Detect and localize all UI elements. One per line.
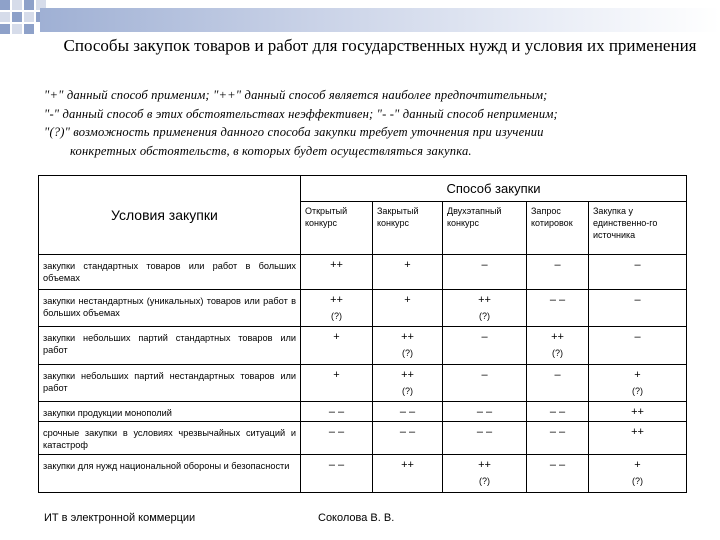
rating-value: ++ xyxy=(551,331,564,343)
rating-cell xyxy=(443,327,527,365)
rating-cell xyxy=(301,290,373,327)
rating-note: (?) xyxy=(402,348,413,358)
footer-author: Соколова В. В. xyxy=(318,512,395,524)
rating-cell xyxy=(589,290,687,327)
rating-cell xyxy=(443,365,527,402)
method-header-cell: Двухэтапный конкурс xyxy=(443,202,527,255)
rating-value: – – xyxy=(549,294,566,306)
rating-note: (?) xyxy=(632,386,644,396)
rating-value: + xyxy=(333,331,340,343)
footer-course: ИТ в электронной коммерции xyxy=(44,512,196,524)
rating-cell xyxy=(301,402,373,422)
method-header-cell: Закупка у единственно-го источника xyxy=(589,202,687,255)
rating-cell xyxy=(527,255,589,290)
rating-value: + xyxy=(333,369,340,381)
table-row xyxy=(39,455,687,493)
rating-cell xyxy=(443,290,527,327)
rating-cell xyxy=(373,422,443,455)
method-header-cell: Закрытый конкурс xyxy=(373,202,443,255)
rating-cell xyxy=(373,402,443,422)
rating-cell xyxy=(589,402,687,422)
condition-label: закупки небольших партий нестандартных товаров или работ xyxy=(39,365,301,402)
rating-value: – xyxy=(481,331,488,343)
method-header-cell: Запрос котировок xyxy=(527,202,589,255)
rating-cell xyxy=(373,365,443,402)
table-row xyxy=(39,290,687,327)
procurement-table xyxy=(38,175,687,493)
rating-cell xyxy=(301,327,373,365)
rating-cell xyxy=(301,255,373,290)
rating-value: – – xyxy=(476,426,493,438)
rating-cell xyxy=(527,327,589,365)
rating-cell xyxy=(373,255,443,290)
rating-value: + xyxy=(404,259,411,271)
rating-value: + xyxy=(634,459,641,471)
rating-value: – – xyxy=(399,406,416,418)
rating-cell xyxy=(443,455,527,493)
table-row xyxy=(39,365,687,402)
page-title: Способы закупок товаров и работ для государственных нужд и условия их применения xyxy=(63,36,697,55)
rating-value: + xyxy=(404,294,411,306)
legend-line: "(?)" возможность применения данного способа закупки требует уточнения при изучении xyxy=(44,125,544,139)
rating-value: – – xyxy=(328,406,345,418)
rating-value: – xyxy=(634,331,641,343)
rating-cell xyxy=(443,422,527,455)
rating-cell xyxy=(373,290,443,327)
rating-value: – xyxy=(634,259,641,271)
rating-cell xyxy=(589,455,687,493)
condition-label: срочные закупки в условиях чрезвычайных ситуаций и катастроф xyxy=(39,422,301,455)
rating-value: ++ xyxy=(330,294,343,306)
condition-label: закупки для нужд национальной обороны и безопасности xyxy=(39,455,301,493)
rating-value: – xyxy=(554,259,561,271)
rating-value: – – xyxy=(549,426,566,438)
rating-cell xyxy=(373,455,443,493)
rating-note: (?) xyxy=(479,476,490,486)
condition-label: закупки продукции монополий xyxy=(39,402,301,422)
rating-cell xyxy=(589,365,687,402)
rating-cell xyxy=(527,455,589,493)
rating-cell xyxy=(301,455,373,493)
rating-cell xyxy=(443,402,527,422)
rating-value: – – xyxy=(549,406,566,418)
condition-label: закупки небольших партий стандартных товаров или работ xyxy=(39,327,301,365)
table-row xyxy=(39,422,687,455)
method-header-cell: Открытый конкурс xyxy=(301,202,373,255)
rating-value: – – xyxy=(328,426,345,438)
legend-line: "-" данный способ в этих обстоятельствах неэффективен; "- -" данный способ неприменим; xyxy=(44,106,558,121)
rating-value: ++ xyxy=(478,294,491,306)
table-row xyxy=(39,255,687,290)
rating-value: ++ xyxy=(401,459,414,471)
method-header: Способ закупки xyxy=(301,176,687,202)
rating-value: – xyxy=(554,369,561,381)
rating-cell xyxy=(589,327,687,365)
condition-label: закупки стандартных товаров или работ в больших объемах xyxy=(39,255,301,290)
rating-value: ++ xyxy=(631,426,644,438)
rating-note: (?) xyxy=(402,386,413,396)
rating-cell xyxy=(373,327,443,365)
rating-value: – xyxy=(481,369,488,381)
rating-value: ++ xyxy=(478,459,491,471)
rating-cell xyxy=(527,290,589,327)
header-band xyxy=(40,8,720,32)
rating-cell xyxy=(527,365,589,402)
table-row xyxy=(39,327,687,365)
rating-cell xyxy=(527,402,589,422)
rating-value: – xyxy=(634,294,641,306)
rating-note: (?) xyxy=(552,348,563,358)
rating-value: + xyxy=(634,369,641,381)
rating-value: ++ xyxy=(401,369,414,381)
condition-header: Условия закупки xyxy=(39,176,301,255)
legend-line: "+" данный способ применим; "++" данный способ является наиболее предпочтительным; xyxy=(44,88,548,102)
legend-line: конкретных обстоятельств, в которых будет осуществляться закупка. xyxy=(70,143,472,158)
rating-cell xyxy=(527,422,589,455)
rating-value: – xyxy=(481,259,488,271)
legend xyxy=(44,86,698,160)
condition-label: закупки нестандартных (уникальных) товаров или работ в больших объемах xyxy=(39,290,301,327)
rating-cell xyxy=(443,255,527,290)
rating-value: ++ xyxy=(631,406,644,418)
rating-note: (?) xyxy=(479,311,490,321)
rating-value: ++ xyxy=(330,259,343,271)
rating-value: – – xyxy=(549,459,566,471)
rating-cell xyxy=(589,255,687,290)
rating-value: ++ xyxy=(401,331,414,343)
rating-value: – – xyxy=(399,426,416,438)
rating-cell xyxy=(301,422,373,455)
rating-cell xyxy=(589,422,687,455)
rating-note: (?) xyxy=(632,476,644,486)
rating-value: – – xyxy=(476,406,493,418)
rating-value: – – xyxy=(328,459,345,471)
rating-note: (?) xyxy=(331,311,342,321)
rating-cell xyxy=(301,365,373,402)
table-row xyxy=(39,402,687,422)
